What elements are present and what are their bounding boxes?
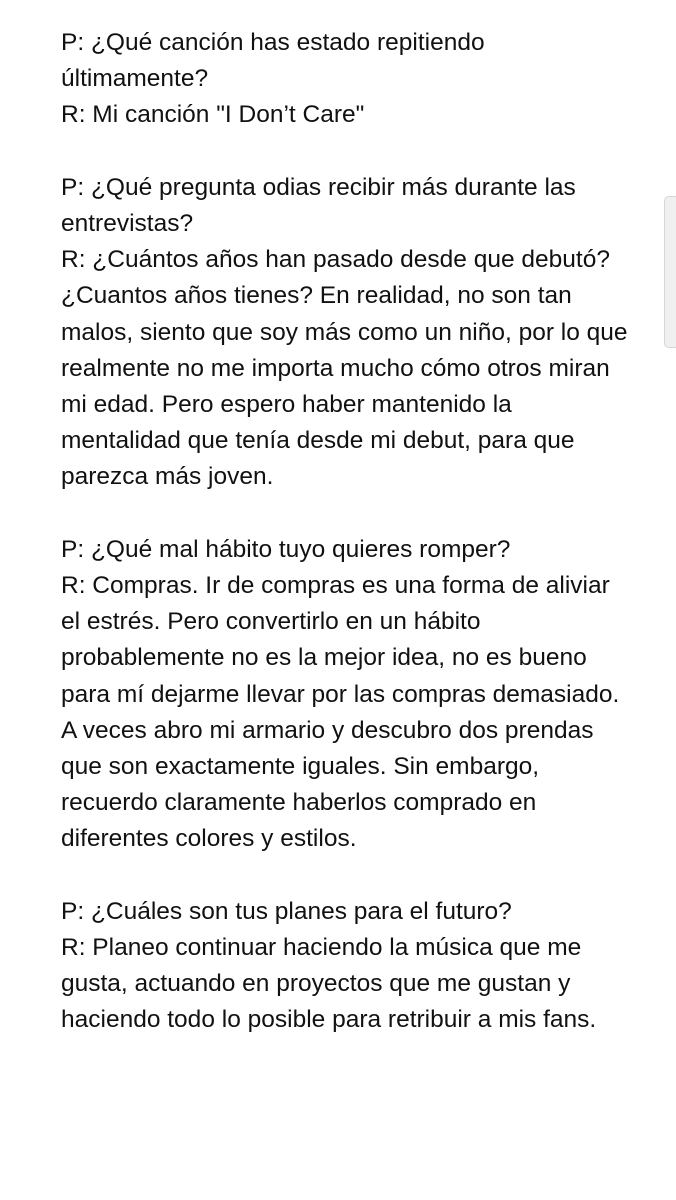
question-text: P: ¿Qué canción has estado repitiendo últimamente? [61, 29, 485, 93]
answer-text: R: Planeo continuar haciendo la música que me gusta, actuando en proyectos que me gustan y haciendo todo lo posible para retribuir a mis fans. [61, 934, 597, 1034]
qa-block [61, 532, 631, 858]
qa-block [61, 170, 631, 496]
question-text: P: ¿Cuáles son tus planes para el futuro? [61, 897, 512, 925]
answer-text: R: Compras. Ir de compras es una forma de aliviar el estrés. Pero convertirlo en un hábito probablemente no es la mejor idea, no es bueno para mí dejarme llevar por las compras demasiado. A veces abro mi armario y descubro dos prendas que son exactamente iguales. Sin embargo, recuerdo claramente haberlos comprado en diferentes colores y estilos. [61, 572, 620, 853]
question-text: P: ¿Qué mal hábito tuyo quieres romper? [61, 535, 511, 563]
qa-block [61, 894, 631, 1039]
qa-block [61, 25, 631, 134]
scrollbar-handle[interactable] [664, 196, 676, 348]
answer-text: R: ¿Cuántos años han pasado desde que debutó? ¿Cuantos años tienes? En realidad, no son tan malos, siento que soy más como un niño, por lo que realmente no me importa mucho cómo otros miran mi edad. Pero espero haber mantenido la mentalidad que tenía desde mi debut, para que parezca más joven. [61, 246, 628, 491]
question-text: P: ¿Qué pregunta odias recibir más durante las entrevistas? [61, 173, 576, 237]
answer-text: R: Mi canción "I Don’t Care" [61, 101, 365, 129]
interview-text [61, 25, 631, 1075]
